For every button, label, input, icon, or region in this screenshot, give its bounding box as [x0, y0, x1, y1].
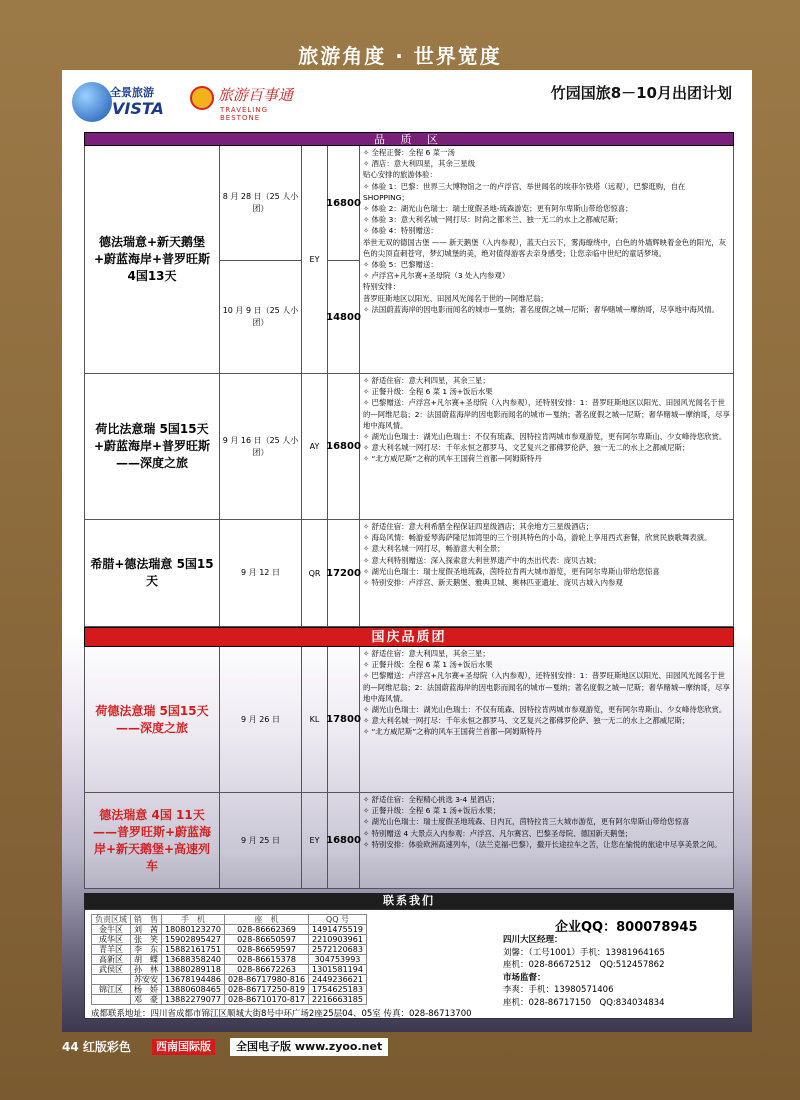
- tour-row: [84, 146, 734, 374]
- contact-cell: 刘 茜: [131, 925, 162, 935]
- contact-cell: 15882161751: [162, 945, 225, 955]
- tour-description: [361, 647, 733, 792]
- contact-cell: 13882279077: [162, 995, 225, 1005]
- contact-cell: 1491475519: [309, 925, 367, 935]
- tour-price: 16800: [326, 197, 361, 209]
- contact-row: [92, 975, 367, 985]
- description-line: 贴心安排的旅游体验：: [363, 170, 437, 180]
- contact-row: [92, 995, 367, 1005]
- description-line: ✧ 舒适住宿：意大利希腊全程保证四星级酒店；其余地方三星级酒店；: [363, 522, 594, 531]
- manager2: 李爽：手机：13980571406: [503, 985, 614, 995]
- tour-table: [84, 132, 734, 889]
- contact-row: [92, 955, 367, 965]
- description-line: ✧ 湖光山色瑞士：瑞士度假圣地琉森、日内瓦，茵特拉肯三大城市游览，更有阿尔卑斯山带给您惊喜: [363, 817, 690, 827]
- page: [62, 70, 752, 1032]
- contact-cell: 青羊区: [92, 945, 131, 955]
- monitor-title: 市场监督：: [503, 972, 546, 983]
- description-line: ✧ 体验 2：湖光山色瑞士：瑞士度假圣地-琉森游览；更有阿尔卑斯山带给您惊喜；: [363, 204, 633, 214]
- description-line: ✧ 特别赠送 4 大景点入内参观：卢浮宫、凡尔赛宫、巴黎圣母院、德国新天鹅堡；: [363, 828, 633, 838]
- description-line: ✧ 酒店：意大利四星，其余三星级: [363, 159, 476, 169]
- contact-cell: 13880608465: [162, 985, 225, 995]
- tour-description: [361, 793, 733, 888]
- contact-cell: 1754625183: [309, 985, 367, 995]
- tour-name: 德法瑞意+新天鹅堡+蔚蓝海岸+普罗旺斯 4国13天: [85, 146, 220, 373]
- tour-price: 16800: [328, 374, 360, 519]
- company-qq: 企业QQ：800078945: [555, 920, 698, 935]
- description-line: ✧ “北方威尼斯”之称的风车王国荷兰首都—阿姆斯特丹: [363, 454, 542, 464]
- contact-title: 联系我们: [84, 893, 734, 909]
- logo2-cn: 旅游百事通: [218, 86, 294, 104]
- contact-cell: 1301581194: [309, 965, 367, 975]
- vista-logo: [72, 82, 182, 122]
- section-national-day: 国庆品质团: [84, 627, 734, 647]
- contact-cell: 13688358240: [162, 955, 225, 965]
- contact-cell: 2216663185: [309, 995, 367, 1005]
- description-line: ✧ 巴黎赠送：卢浮宫+凡尔赛+圣母院（入内参观），还特别安排：1：普罗旺斯地区以阳光、田园风光闻名于世的—阿维尼翁；2：法国蔚蓝海岸的因电影而闻名的城市—戛纳；著名度假之城—尼斯；奢华赌城—摩纳哥，尽享地中海风情。: [363, 398, 730, 430]
- description-line: ✧ 体验 1：巴黎：世界三大博物馆之一的卢浮宫、举世闻名的埃菲尔铁塔（远观），巴黎逛购，自在 SHOPPING；: [363, 181, 686, 202]
- contact-box: [84, 909, 734, 1019]
- tour-date: 9 月 16 日（25 人小团）: [220, 374, 302, 519]
- tour-airline: EY: [302, 793, 328, 888]
- contact-cell: [92, 995, 131, 1005]
- tour-dates: [220, 146, 302, 373]
- description-line: ✧ 意大利名城一网打尽：千年永恒之都罗马、文艺复兴之都佛罗伦萨、独一无二的水上之都威尼斯；: [363, 443, 690, 453]
- description-line: ✧ 巴黎赠送：卢浮宫+凡尔赛+圣母院（入内参观），还特别安排：1：普罗旺斯地区以阳光、田园风光闻名于世的—阿维尼翁；2：法国蔚蓝海岸的因电影而闻名的城市—戛纳；著名度假之城—尼斯；奢华赌城—摩纳哥，尽享地中海风情。: [363, 671, 730, 703]
- tour-airline: KL: [302, 647, 328, 792]
- contact-cell: 028-86650597: [225, 935, 309, 945]
- description-line: ✧ 正餐升级：全程 6 菜 1 汤+饭后水果: [363, 387, 493, 397]
- slogan: 旅游角度 · 世界宽度: [298, 44, 502, 68]
- tour-airline: EY: [302, 146, 328, 373]
- description-line: ✧ 舒适住宿：意大利四星，其余三星；: [363, 649, 490, 658]
- contact-cell: 028-86672263: [225, 965, 309, 975]
- logo1-en: VISTA: [112, 99, 164, 118]
- contact-table: [91, 914, 367, 1005]
- tour-price: 16800: [328, 793, 360, 888]
- section-quality: 品 质 区: [84, 132, 734, 146]
- logo2-en: TRAVELING BESTONE: [220, 106, 269, 122]
- footer: [62, 1036, 752, 1058]
- description-line: 普罗旺斯地区以阳光、田园风光闻名于世的—阿维尼翁；: [363, 293, 548, 303]
- contact-header: 负责区域: [92, 915, 131, 925]
- mascot-icon: [190, 86, 214, 110]
- page-number: 44 红版彩色: [62, 1040, 131, 1054]
- bestone-logo: [190, 84, 310, 120]
- contact-cell: 13880289118: [162, 965, 225, 975]
- contact-cell: 13678194486: [162, 975, 225, 985]
- contact-cell: [92, 975, 131, 985]
- contact-cell: 武侯区: [92, 965, 131, 975]
- tour-name: 希腊+德法瑞意 5国15天: [85, 520, 220, 626]
- contact-cell: 邓 豪: [131, 995, 162, 1005]
- contact-row: [92, 935, 367, 945]
- contact-cell: 成华区: [92, 935, 131, 945]
- description-line: ✧ 湖光山色瑞士：湖光山色瑞士：不仅有琉森、因特拉肯两城市参观游览，更有阿尔卑斯山、少女峰待您欣赏。: [363, 432, 727, 442]
- tour-date: 9 月 26 日: [220, 647, 302, 792]
- contact-header: QQ 号: [309, 915, 367, 925]
- tour-row: [84, 793, 734, 889]
- description-line: ✧ 特别安排：卢浮宫、新天鹅堡、雅典卫城、奥林匹亚遗址、庞贝古城入内参观: [363, 578, 623, 588]
- tour-price: 14800: [326, 311, 361, 323]
- contact-cell: 15902895427: [162, 935, 225, 945]
- tour-date: 8 月 28 日（25 人小团）: [222, 192, 299, 213]
- contact-cell: 高新区: [92, 955, 131, 965]
- tour-prices: [328, 146, 360, 373]
- contact-cell: 孙 林: [131, 965, 162, 975]
- contact-cell: 金牛区: [92, 925, 131, 935]
- contact-cell: 028-86615378: [225, 955, 309, 965]
- tour-row: [84, 374, 734, 520]
- contact-cell: 028-86710170-817: [225, 995, 309, 1005]
- manager2-b: 座机：028-86717150 QQ:834034834: [503, 997, 665, 1008]
- manager1: 刘馨：（工号1001）手机：13981964165: [503, 947, 665, 958]
- tour-row: [84, 647, 734, 793]
- description-line: ✧ 体验 3：意大利名城一网打尽：时尚之都米兰、独一无二的水上之都威尼斯；: [363, 215, 623, 225]
- manager1-b: 座机：028-86672512 QQ:512457862: [503, 960, 665, 970]
- contact-cell: 李 东: [131, 945, 162, 955]
- contact-row: [92, 925, 367, 935]
- header: [62, 70, 752, 132]
- description-line: ✧ 卢浮宫+凡尔赛+圣母院（3 处入内参观）: [363, 271, 510, 281]
- description-line: 举世无双的德国古堡 —— 新天鹅堡（入内参观），蓝天白云下，雾海缭绕中，白色的外墙辉映着金色的阳光，灰色的尖顶直刺苍穹，梦幻城堡的美，绝对值得游客去亲身感受；让您亲临中世纪的童话梦境。: [363, 237, 727, 258]
- description-line: ✧ 特别安排：体验欧洲高速列车，（法兰克福-巴黎），撒开长途拉车之苦，让您在愉悦的旅途中尽享美景之间。: [363, 839, 722, 849]
- contact-cell: 胡 蝶: [131, 955, 162, 965]
- address: 成都联系地址：四川省成都市锦江区顺城大街8号中环广场2座25层04、05室 传真：028-86713700: [91, 1009, 472, 1019]
- contact-cell: 2449236621: [309, 975, 367, 985]
- tour-airline: QR: [302, 520, 328, 626]
- description-line: ✧ 意大利特别赠送：深入探索意大利世界遗产中的杰出代表：庞贝古城；: [363, 555, 601, 565]
- description-line: ✧ 舒适住宿：意大利四星，其余三星；: [363, 376, 490, 385]
- contact-cell: 杨 娇: [131, 985, 162, 995]
- contact-header: 手 机: [162, 915, 225, 925]
- description-line: 特别安排：: [363, 282, 400, 292]
- tour-date: 9 月 25 日: [220, 793, 302, 888]
- contact-cell: 028-86659597: [225, 945, 309, 955]
- description-line: ✧ 正餐升级：全程 6 菜 1 汤+饭后水果；: [363, 806, 501, 816]
- contact-cell: 028-86717980-816: [225, 975, 309, 985]
- description-line: ✧ 意大利名城一网打尽，畅游意大利全景；: [363, 544, 505, 554]
- description-line: ✧ 海岛风情：畅游爱琴海萨隆尼加湾里的三个别具特色的小岛，游轮上享用西式套餐，欣赏民族歌舞表演。: [363, 533, 712, 543]
- tour-price: 17800: [328, 647, 360, 792]
- description-line: ✧ 湖光山色瑞士：瑞士度假圣地琉森，茵特拉肯两大城市游览，更有阿尔卑斯山带给您惊喜: [363, 566, 660, 576]
- globe-icon: [72, 82, 112, 122]
- edition-badge: 西南国际版: [152, 1039, 215, 1055]
- tour-airline: AY: [302, 374, 328, 519]
- description-line: ✧ 舒适住宿：全程精心挑选 3-4 星酒店；: [363, 795, 500, 804]
- description-line: ✧ 法国蔚蓝海岸的因电影而闻名的城市—戛纳；著名度假之城—尼斯；奢华赌城—摩纳哥，尽享地中海风情。: [363, 304, 719, 314]
- tour-name: 德法瑞意 4国 11天 ——普罗旺斯+蔚蓝海岸+新天鹅堡+高速列车: [85, 793, 220, 888]
- logo1-cn: 全景旅游: [110, 86, 154, 99]
- contact-cell: 苏安安: [131, 975, 162, 985]
- contact-cell: 2572120683: [309, 945, 367, 955]
- contact-cell: 2210903961: [309, 935, 367, 945]
- tour-name: 荷比法意瑞 5国15天+蔚蓝海岸+普罗旺斯——深度之旅: [85, 374, 220, 519]
- tour-price: 17200: [328, 520, 360, 626]
- contact-row: [92, 985, 367, 995]
- website-link[interactable]: 全国电子版 www.zyoo.net: [230, 1038, 388, 1056]
- tour-description: [361, 374, 733, 519]
- description-line: ✧ 全程正餐：全程 6 菜一汤: [363, 148, 455, 157]
- contact-cell: 18080123270: [162, 925, 225, 935]
- contact-cell: 张 笑: [131, 935, 162, 945]
- description-line: ✧ 正餐升级：全程 6 菜 1 汤+饭后水果: [363, 660, 493, 670]
- contact-cell: 028-86662369: [225, 925, 309, 935]
- description-line: ✧ 湖光山色瑞士：湖光山色瑞士：不仅有琉森、因特拉肯两城市参观游览，更有阿尔卑斯山、少女峰待您欣赏。: [363, 705, 727, 715]
- tour-row: [84, 520, 734, 627]
- contact-cell: 锦江区: [92, 985, 131, 995]
- description-line: ✧ “北方威尼斯”之称的风车王国荷兰首都—阿姆斯特丹: [363, 727, 542, 737]
- contact-row: [92, 965, 367, 975]
- contact-header: 销 售: [131, 915, 162, 925]
- region-title: 四川大区经理：: [503, 935, 563, 945]
- manager-info: [503, 934, 729, 1009]
- description-line: ✧ 体验 5：巴黎赠送：: [363, 260, 438, 270]
- tour-date: 10 月 9 日（25 人小团）: [222, 306, 299, 327]
- contact-cell: 028-86717250-819: [225, 985, 309, 995]
- contact-cell: 304753993: [309, 955, 367, 965]
- tour-description: [361, 520, 733, 626]
- description-line: ✧ 意大利名城一网打尽：千年永恒之都罗马、文艺复兴之都佛罗伦萨、独一无二的水上之都威尼斯；: [363, 716, 690, 726]
- contact-header: 座 机: [225, 915, 309, 925]
- description-line: ✧ 体验 4：特别赠送：: [363, 226, 438, 236]
- contact-row: [92, 945, 367, 955]
- tour-date: 9 月 12 日: [220, 520, 302, 626]
- page-title: 竹园国旅8－10月出团计划: [550, 84, 732, 102]
- tour-name: 荷德法意瑞 5国15天——深度之旅: [85, 647, 220, 792]
- tour-description: [361, 146, 733, 373]
